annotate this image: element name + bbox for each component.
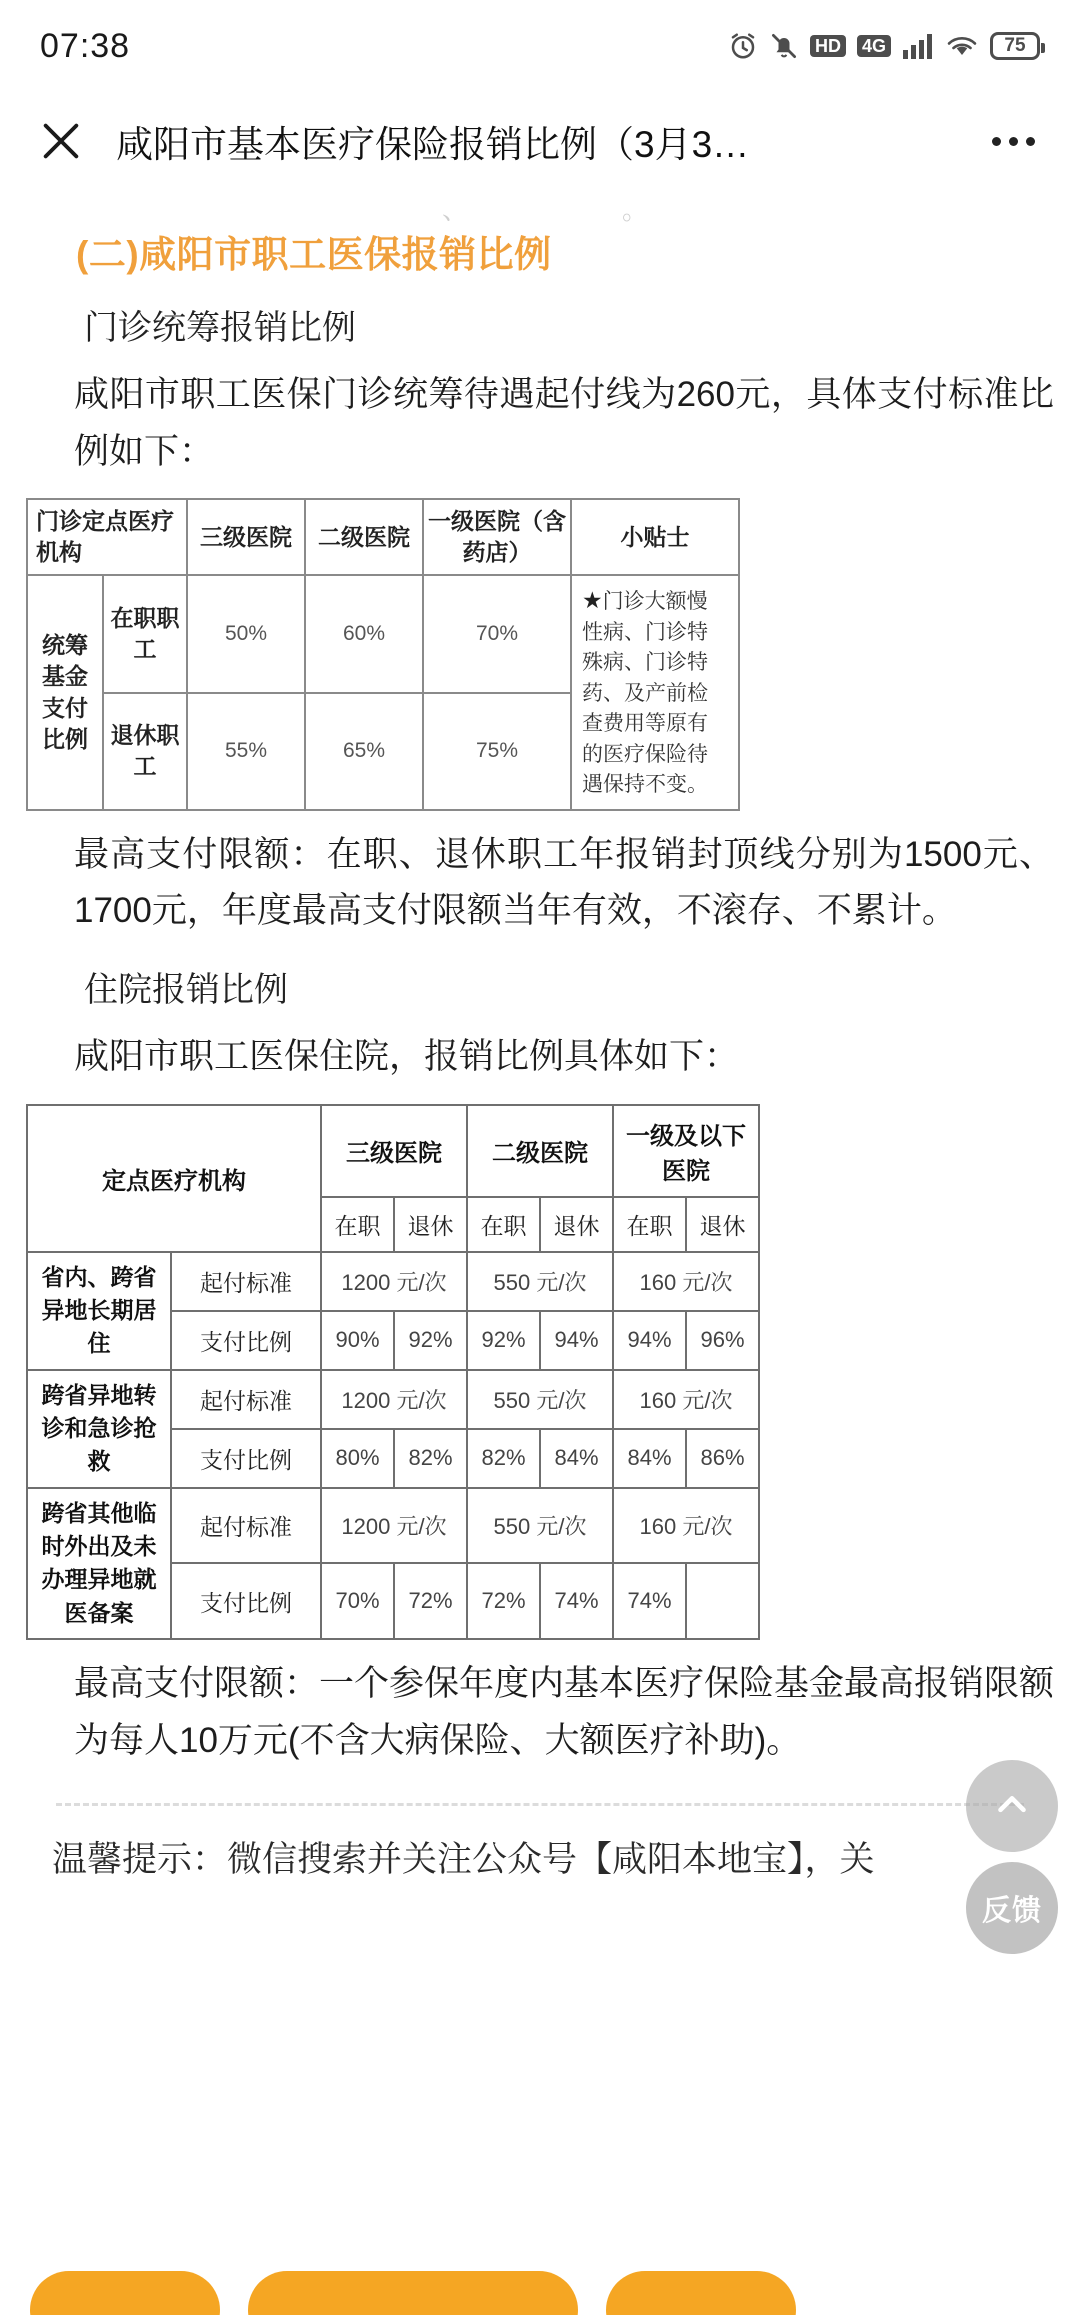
outpatient-row-1-val-0: 55% (187, 693, 305, 810)
tips-star-icon: ★ (582, 587, 603, 614)
outpatient-subtitle: 门诊统筹报销比例 (84, 309, 356, 347)
inpatient-row-0-deductible-2: 160 元/次 (613, 1252, 759, 1311)
outpatient-tips-cell (571, 575, 739, 809)
status-time: 07:38 (40, 26, 131, 65)
inpatient-sub-1: 退休 (394, 1197, 467, 1252)
inpatient-sub-3: 退休 (540, 1197, 613, 1252)
bottom-button-2[interactable] (606, 2271, 796, 2315)
inpatient-table (26, 1104, 760, 1640)
outpatient-row-1-val-2: 75% (423, 693, 571, 810)
inpatient-sub-4: 在职 (613, 1197, 686, 1252)
clipped-text-left: 、 (442, 195, 469, 225)
article-body (0, 190, 1080, 1882)
outpatient-header-0: 门诊定点医疗机构 (27, 499, 187, 575)
more-options-icon[interactable] (980, 114, 1046, 168)
inpatient-row-2-ratio-4: 74% (613, 1563, 686, 1639)
inpatient-level-1: 二级医院 (467, 1105, 613, 1197)
inpatient-row-1-ratio-label: 支付比例 (171, 1429, 321, 1488)
inpatient-row-0-ratio-1: 92% (394, 1311, 467, 1370)
inpatient-row-0-deductible-label: 起付标准 (171, 1252, 321, 1311)
inpatient-row-2-deductible-2: 160 元/次 (613, 1488, 759, 1564)
outpatient-row-0-val-1: 60% (305, 575, 423, 692)
inpatient-row-2-ratio-3: 74% (540, 1563, 613, 1639)
inpatient-row-0-label: 省内、跨省异地长期居住 (27, 1252, 171, 1370)
inpatient-level-0: 三级医院 (321, 1105, 467, 1197)
inpatient-row-2-label: 跨省其他临时外出及未办理异地就医备案 (27, 1488, 171, 1639)
table-row (27, 1370, 759, 1429)
inpatient-row-1-ratio-1: 82% (394, 1429, 467, 1488)
signal-icon (902, 32, 934, 60)
status-icons (728, 0, 1040, 92)
outpatient-header-2: 二级医院 (305, 499, 423, 575)
inpatient-row-0-ratio-2: 92% (467, 1311, 540, 1370)
tips-text: 门诊大额慢性病、门诊特殊病、门诊特药、及产前检查费用等原有的医疗保险待遇保持不变。 (582, 590, 708, 797)
bottom-button-0[interactable] (30, 2271, 220, 2315)
inpatient-row-0-ratio-3: 94% (540, 1311, 613, 1370)
section-title: (二)咸阳市职工医保报销比例 (76, 234, 552, 275)
back-to-top-icon[interactable] (966, 1760, 1058, 1852)
outpatient-row-1-label: 退休职工 (103, 693, 187, 810)
inpatient-row-1-ratio-5: 86% (686, 1429, 759, 1488)
inpatient-row-1-ratio-3: 84% (540, 1429, 613, 1488)
title-bar (0, 92, 1080, 190)
table-row (27, 1105, 759, 1197)
outpatient-row-0-label: 在职职工 (103, 575, 187, 692)
inpatient-sub-0: 在职 (321, 1197, 394, 1252)
inpatient-row-0-ratio-4: 94% (613, 1311, 686, 1370)
inpatient-row-2-deductible-label: 起付标准 (171, 1488, 321, 1564)
hd-icon: HD (810, 35, 846, 57)
outpatient-group-label: 统筹基金支付比例 (27, 575, 103, 809)
inpatient-row-1-ratio-2: 82% (467, 1429, 540, 1488)
outpatient-header-4: 小贴士 (571, 499, 739, 575)
inpatient-row-2-deductible-0: 1200 元/次 (321, 1488, 467, 1564)
wifi-icon (945, 32, 979, 60)
feedback-button[interactable]: 反馈 (966, 1862, 1058, 1954)
table-row (27, 575, 739, 692)
outpatient-table (26, 498, 740, 810)
inpatient-row-0-ratio-0: 90% (321, 1311, 394, 1370)
inpatient-row-2-deductible-1: 550 元/次 (467, 1488, 613, 1564)
inpatient-row-1-deductible-2: 160 元/次 (613, 1370, 759, 1429)
inpatient-row-0-ratio-5: 96% (686, 1311, 759, 1370)
inpatient-row-0-deductible-1: 550 元/次 (467, 1252, 613, 1311)
inpatient-row-2-ratio-label: 支付比例 (171, 1563, 321, 1639)
table-row (27, 1252, 759, 1311)
outpatient-row-0-val-0: 50% (187, 575, 305, 692)
inpatient-row-2-ratio-5 (686, 1563, 759, 1639)
final-paragraph: 最高支付限额：一个参保年度内基本医疗保险基金最高报销限额为每人10万元(不含大病保险、大额医疗补助)。 (74, 1664, 1055, 1760)
bottom-button-1[interactable] (248, 2271, 578, 2315)
inpatient-sub-5: 退休 (686, 1197, 759, 1252)
status-bar (0, 0, 1080, 92)
clipped-text-right: 。 (622, 195, 649, 225)
inpatient-row-0-deductible-0: 1200 元/次 (321, 1252, 467, 1311)
battery-icon: 75 (990, 32, 1040, 60)
inpatient-row-1-ratio-4: 84% (613, 1429, 686, 1488)
mute-bell-icon (769, 31, 799, 61)
inpatient-corner-header: 定点医疗机构 (27, 1105, 321, 1252)
inpatient-row-1-deductible-0: 1200 元/次 (321, 1370, 467, 1429)
outpatient-header-1: 三级医院 (187, 499, 305, 575)
alarm-icon (728, 31, 758, 61)
inpatient-sub-2: 在职 (467, 1197, 540, 1252)
inpatient-row-0-ratio-label: 支付比例 (171, 1311, 321, 1370)
outpatient-paragraph: 咸阳市职工医保门诊统筹待遇起付线为260元，具体支付标准比例如下： (74, 375, 1054, 471)
page-title: 咸阳市基本医疗保险报销比例（3月3… (116, 124, 750, 165)
inpatient-row-1-ratio-0: 80% (321, 1429, 394, 1488)
inpatient-paragraph: 咸阳市职工医保住院，报销比例具体如下： (74, 1036, 740, 1076)
inpatient-row-1-deductible-label: 起付标准 (171, 1370, 321, 1429)
inpatient-row-2-ratio-0: 70% (321, 1563, 394, 1639)
outpatient-row-1-val-1: 65% (305, 693, 423, 810)
inpatient-row-2-ratio-1: 72% (394, 1563, 467, 1639)
divider (56, 1803, 1024, 1806)
4g-icon: 4G (857, 35, 891, 57)
inpatient-row-1-deductible-1: 550 元/次 (467, 1370, 613, 1429)
outpatient-row-0-val-2: 70% (423, 575, 571, 692)
outpatient-header-3: 一级医院（含药店） (423, 499, 571, 575)
table-row (27, 1488, 759, 1564)
table-row (27, 499, 739, 575)
close-icon[interactable] (34, 114, 88, 168)
inpatient-level-2: 一级及以下医院 (613, 1105, 759, 1197)
clipped-text-top (62, 190, 1018, 225)
inpatient-row-1-label: 跨省异地转诊和急诊抢救 (27, 1370, 171, 1488)
inpatient-subtitle: 住院报销比例 (84, 970, 288, 1009)
limit-paragraph: 最高支付限额：在职、退休职工年报销封顶线分别为1500元、1700元，年度最高支付限额当年有效，不滚存、不累计。 (74, 834, 1054, 931)
inpatient-row-2-ratio-2: 72% (467, 1563, 540, 1639)
bottom-button-row (0, 2271, 1080, 2315)
footer-tip: 温馨提示：微信搜索并关注公众号【咸阳本地宝】，关 (52, 1840, 875, 1880)
